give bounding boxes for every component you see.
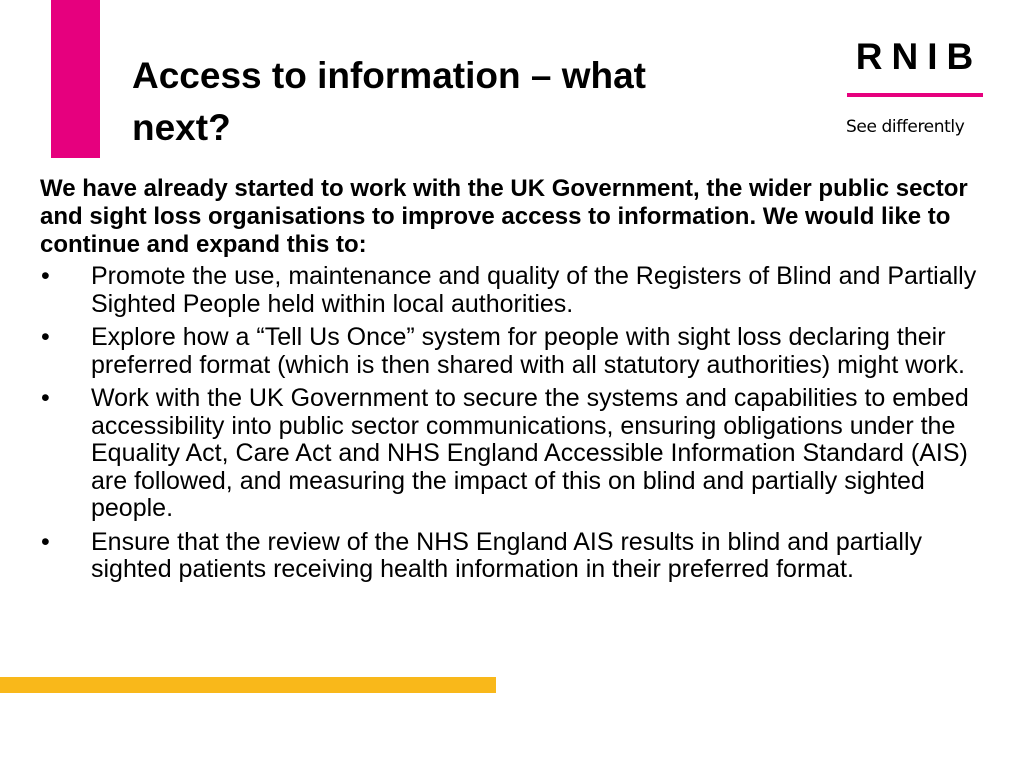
logo-tagline: See differently: [846, 117, 965, 137]
slide-title: Access to information – what next?: [132, 55, 646, 148]
bullet-item: [40, 385, 995, 523]
intro-paragraph: We have already started to work with the UK Government, the wider public sector and sight loss organisations to improve access to information. We would like to continue and expand this to:: [40, 175, 968, 258]
magenta-accent-bar: [51, 0, 100, 158]
bullet-item: [40, 324, 995, 379]
bullet-item: [40, 263, 995, 318]
logo-underline: [847, 93, 983, 97]
bullet-dot-icon: •: [41, 323, 50, 351]
bullet-text: Work with the UK Government to secure the systems and capabilities to embed accessibility into public sector communications, ensuring obligations under the Equality Act, Care Act and NHS England Accessible Information Standard (AIS) are followed, and measuring the impact of this on blind and partially sighted people.: [91, 384, 969, 522]
logo-wordmark: RNIB: [855, 36, 983, 77]
bullet-item: [40, 529, 995, 584]
yellow-accent-bar: [0, 677, 496, 693]
bullet-text: Explore how a “Tell Us Once” system for people with sight loss declaring their preferred format (which is then shared with all statutory authorities) might work.: [91, 323, 965, 379]
slide-body: [40, 175, 995, 590]
bullet-dot-icon: •: [41, 384, 50, 412]
bullet-list: [40, 263, 995, 584]
rnib-logo: [844, 36, 988, 142]
bullet-dot-icon: •: [41, 527, 50, 556]
bullet-dot-icon: •: [41, 262, 50, 290]
bullet-text: Promote the use, maintenance and quality of the Registers of Blind and Partially Sighted People held within local authorities.: [91, 262, 977, 318]
bullet-text: Ensure that the review of the NHS England AIS results in blind and partially sighted patients receiving health information in their preferred format.: [91, 527, 923, 583]
